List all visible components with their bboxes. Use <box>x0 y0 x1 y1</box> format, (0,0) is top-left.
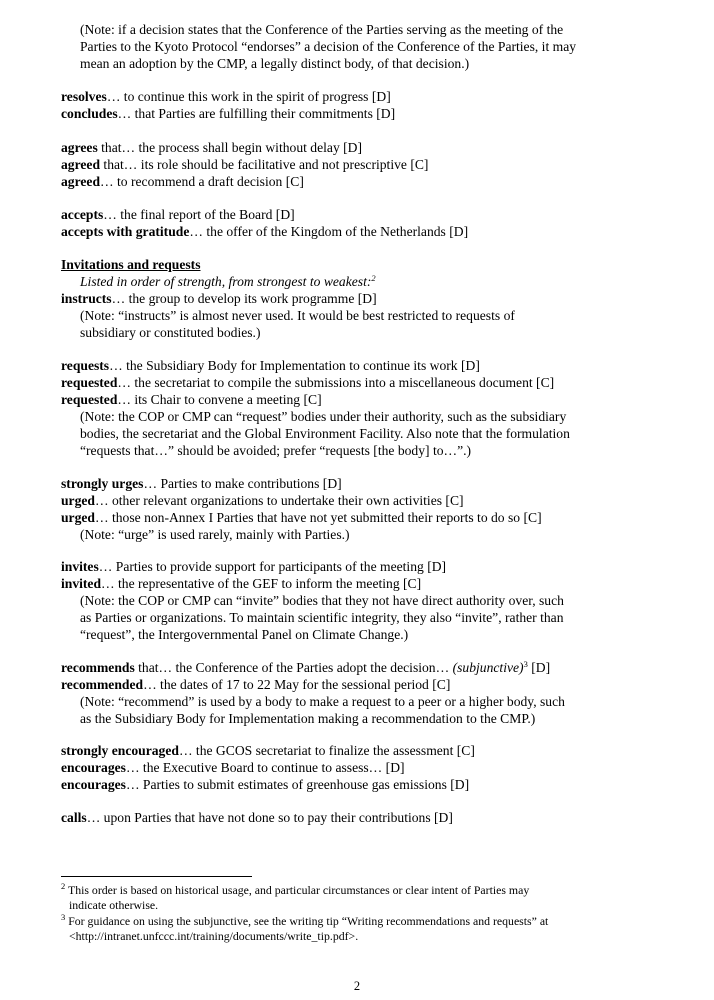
entry-text: … the GCOS secretariat to finalize the assessment [C] <box>178 743 475 758</box>
entry-invited <box>61 576 421 593</box>
note-line: (Note: “urge” is used rarely, mainly with Parties.) <box>80 527 350 542</box>
note-line: as Parties or organizations. To maintain scientific integrity, they also “invite”, rather than <box>80 610 564 625</box>
footnote-text: indicate otherwise. <box>69 898 159 912</box>
entry-term: agreed <box>61 174 101 189</box>
entry-term: calls <box>61 810 87 825</box>
entry-text: … Parties to submit estimates of greenhouse gas emissions [D] <box>125 777 470 792</box>
entry-accepts <box>61 207 295 224</box>
entry-text: … those non-Annex I Parties that have not yet submitted their reports to do so [C] <box>94 510 542 525</box>
entry-calls <box>61 810 453 827</box>
entry-accepts-with-gratitude <box>61 224 468 241</box>
footnote <box>61 914 548 928</box>
entry-term: strongly encouraged <box>61 743 179 758</box>
note-line: (Note: the COP or CMP can “invite” bodies that they not have direct authority over, such <box>80 593 564 608</box>
note-line: Parties to the Kyoto Protocol “endorses” a decision of the Conference of the Parties, it may <box>80 39 577 54</box>
entry-strongly-urges <box>61 476 342 493</box>
entry-text: … that Parties are fulfilling their commitments [D] <box>117 106 396 121</box>
note-line: “request”, the Intergovernmental Panel on Climate Change.) <box>80 627 409 642</box>
entry-term: encourages <box>61 777 126 792</box>
entry-term: strongly urges <box>61 476 144 491</box>
entry-encourages <box>61 760 405 777</box>
footnote-text: This order is based on historical usage, and particular circumstances or clear intent of Parties may <box>68 883 530 897</box>
note-line: (Note: if a decision states that the Conference of the Parties serving as the meeting of the <box>80 22 564 37</box>
entry-term: requested <box>61 375 118 390</box>
entry-term: resolves <box>61 89 107 104</box>
footnote-separator <box>61 876 252 877</box>
order-note <box>80 274 376 291</box>
entry-instructs <box>61 291 377 308</box>
entry-text: … its Chair to convene a meeting [C] <box>117 392 322 407</box>
entry-agreed <box>61 157 428 174</box>
entry-text: … to recommend a draft decision [C] <box>100 174 304 189</box>
entry-recommended <box>61 677 450 694</box>
note-line: “requests that…” should be avoided; prefer “requests [the body] to…”.) <box>80 443 472 458</box>
note-line: as the Subsidiary Body for Implementation making a recommendation to the CMP.) <box>80 711 536 726</box>
entry-text: that… its role should be facilitative and not prescriptive [C] <box>100 157 429 172</box>
entry-term: invited <box>61 576 102 591</box>
entry-term: accepts with gratitude <box>61 224 190 239</box>
entry-requested <box>61 392 322 409</box>
entry-term: urged <box>61 510 95 525</box>
entry-resolves <box>61 89 391 106</box>
entry-term: invites <box>61 559 99 574</box>
note-line: (Note: “instructs” is almost never used. It would be best restricted to requests of <box>80 308 515 323</box>
entry-agrees <box>61 140 362 157</box>
footnote-text: <http://intranet.unfccc.int/training/documents/write_tip.pdf>. <box>69 929 359 943</box>
entry-text: that… the process shall begin without delay [D] <box>97 140 363 155</box>
entry-concludes <box>61 106 395 123</box>
entry-text: … the offer of the Kingdom of the Netherlands [D] <box>189 224 469 239</box>
entry-recommends <box>61 660 550 677</box>
entry-text: … the final report of the Board [D] <box>103 207 295 222</box>
footnote-text: For guidance on using the subjunctive, see the writing tip “Writing recommendations and requests” at <box>68 914 549 928</box>
entry-term: agreed <box>61 157 101 172</box>
footnote <box>61 883 529 897</box>
entry-text: … other relevant organizations to undertake their own activities [C] <box>94 493 464 508</box>
entry-text: … Parties to make contributions [D] <box>143 476 342 491</box>
entry-encourages <box>61 777 469 794</box>
entry-requested <box>61 375 554 392</box>
note-line: (Note: “recommend” is used by a body to make a request to a peer or a higher body, such <box>80 694 565 709</box>
entry-text: [D] <box>527 660 551 675</box>
entry-text: … the dates of 17 to 22 May for the sessional period [C] <box>143 677 451 692</box>
entry-term: instructs <box>61 291 112 306</box>
entry-urged <box>61 493 464 510</box>
entry-term: recommended <box>61 677 144 692</box>
footnote-mark: 3 <box>61 912 66 922</box>
entry-term: accepts <box>61 207 104 222</box>
entry-term: encourages <box>61 760 126 775</box>
entry-term: agrees <box>61 140 98 155</box>
entry-italic: (subjunctive) <box>452 660 524 675</box>
entry-agreed <box>61 174 304 191</box>
note-line: mean an adoption by the CMP, a legally distinct body, of that decision.) <box>80 56 470 71</box>
note-line: (Note: the COP or CMP can “request” bodies under their authority, such as the subsidiary <box>80 409 567 424</box>
entry-text: … the group to develop its work programme [D] <box>111 291 377 306</box>
entry-text: … the secretariat to compile the submissions into a miscellaneous document [C] <box>117 375 555 390</box>
entry-requests <box>61 358 480 375</box>
footnote-ref: 3 <box>523 659 528 669</box>
entry-text: … the Executive Board to continue to assess… [D] <box>125 760 405 775</box>
entry-term: requests <box>61 358 110 373</box>
page-number: 2 <box>353 979 361 993</box>
footnote-mark: 2 <box>61 881 66 891</box>
entry-text: … the Subsidiary Body for Implementation to continue its work [D] <box>109 358 480 373</box>
entry-invites <box>61 559 446 576</box>
note-line: subsidiary or constituted bodies.) <box>80 325 261 340</box>
order-note-text: Listed in order of strength, from strongest to weakest: <box>80 274 372 289</box>
footnote-ref: 2 <box>371 273 376 283</box>
note-line: bodies, the secretariat and the Global Environment Facility. Also note that the formulation <box>80 426 570 441</box>
entry-text: … upon Parties that have not done so to pay their contributions [D] <box>86 810 453 825</box>
entry-term: requested <box>61 392 118 407</box>
entry-urged <box>61 510 542 527</box>
section-heading: Invitations and requests <box>61 257 201 272</box>
entry-term: recommends <box>61 660 135 675</box>
entry-term: urged <box>61 493 95 508</box>
entry-text: … to continue this work in the spirit of progress [D] <box>106 89 391 104</box>
entry-text: that… the Conference of the Parties adopt the decision… <box>134 660 453 675</box>
entry-term: concludes <box>61 106 118 121</box>
entry-strongly-encouraged <box>61 743 475 760</box>
entry-text: … Parties to provide support for participants of the meeting [D] <box>98 559 447 574</box>
entry-text: … the representative of the GEF to inform the meeting [C] <box>101 576 422 591</box>
